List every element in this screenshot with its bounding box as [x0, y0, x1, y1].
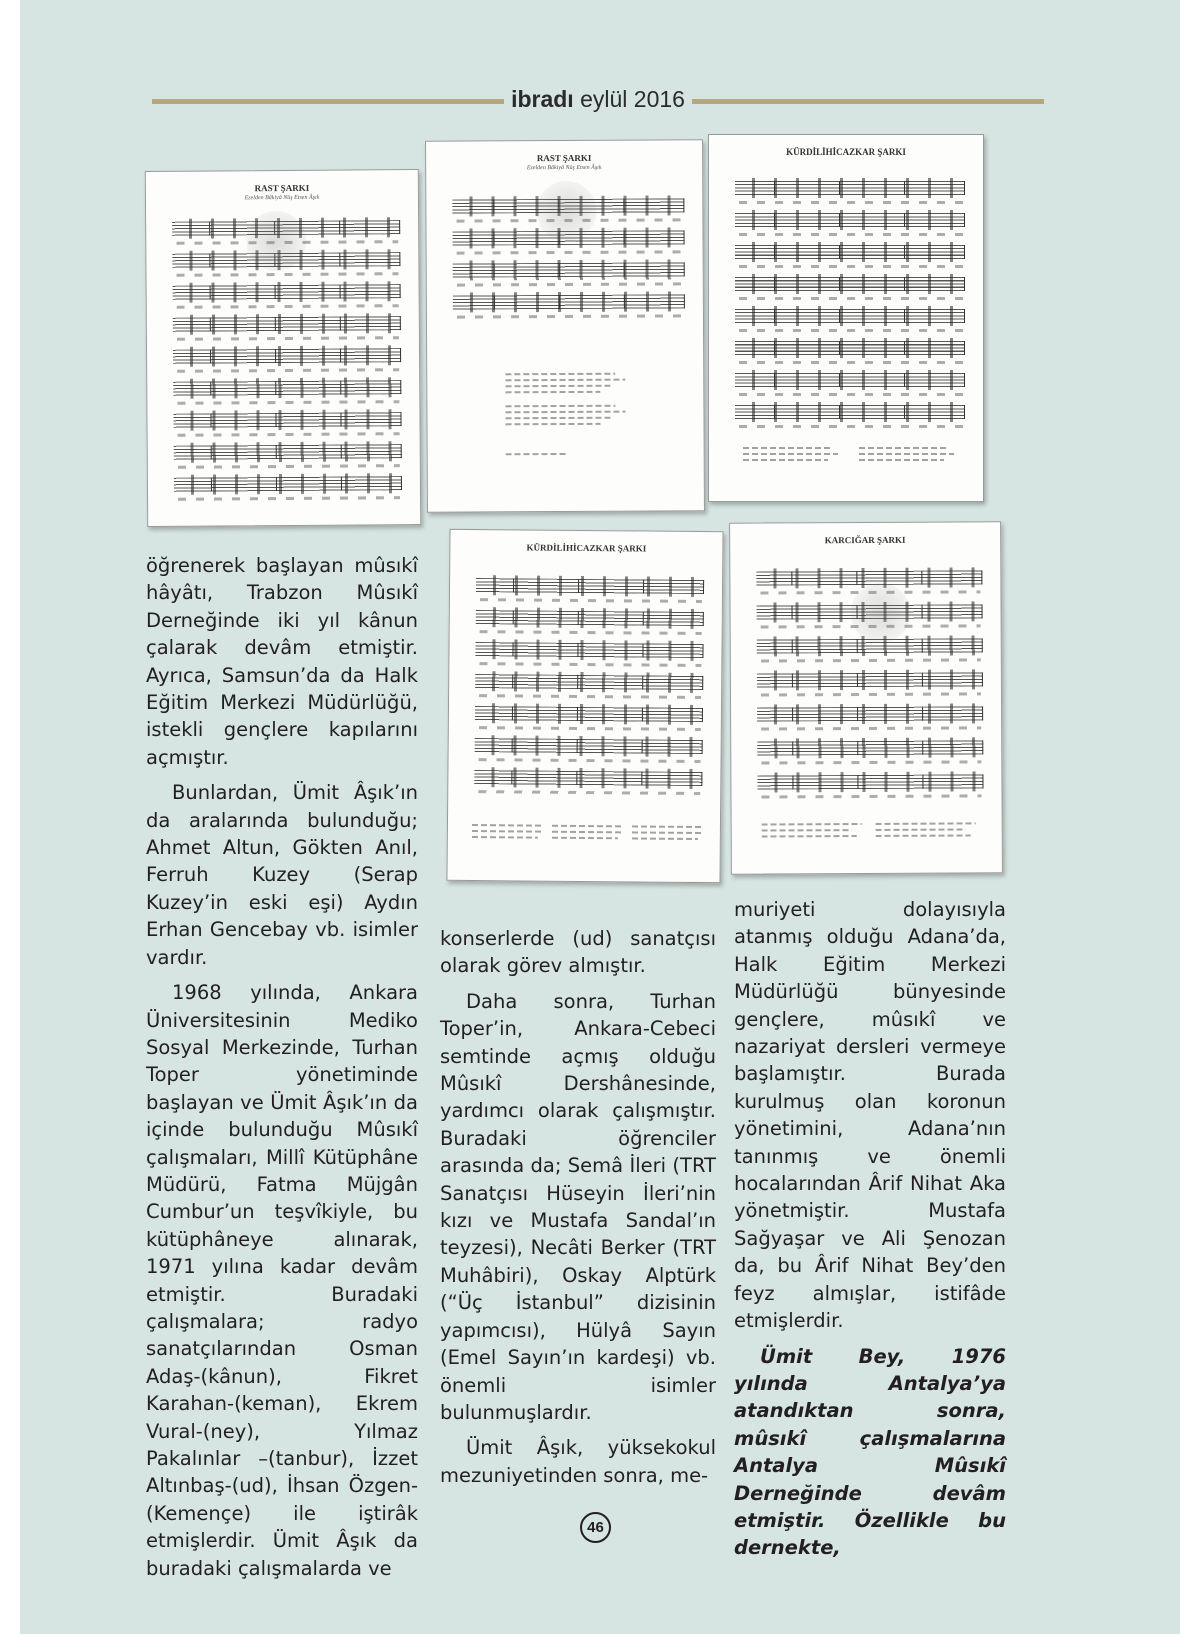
sheet-title: RAST ŞARKI: [536, 152, 592, 164]
sheet-title: KÜRDİLİHİCAZKAR ŞARKI: [786, 147, 906, 157]
sheet-music-1: [145, 169, 421, 527]
issue-date: eylül 2016: [580, 86, 685, 112]
sheet-music-5: [729, 521, 1003, 874]
paragraph: Ümit Âşık, yüksekokul mezuniyetinden sonra, me-: [440, 1436, 716, 1487]
sheet-music-2: [425, 139, 705, 512]
page-number: 46: [580, 1512, 611, 1543]
highlight-paragraph: Ümit Bey, 1976 yılında Antalya’ya atandıktan sonra, mûsıkî çalışmalarına Antalya Mûsıkî Derneğinde devâm etmiştir. Özellikle bu dernekte,: [734, 1344, 1006, 1560]
sheet-subtitle: Ezelden Bâkiyâ Nûş Etsen Âşık: [244, 194, 320, 202]
header-rule-right: [692, 99, 1044, 104]
paragraph: Daha sonra, Turhan Toper’in, Ankara-Cebeci semtinde açmış olduğu Mûsıkî Dershânesinde, yardımcı olarak çalışmıştır. Buradaki öğrenciler arasında da; Semâ İleri (TRT Sanatçısı Hüseyin İleri’nin kızı ve Mustafa Sandal’ın teyzesi), Necâti Berker (TRT Muhâbiri), Oskay Alptürk (“Üç İstanbul” dizisinin yapımcısı), Hülyâ Sayın (Emel Sayın’ın kardeşi) vb. önemli isimler bulunmuşlardır.: [440, 989, 716, 1424]
paragraph: muriyeti dolayısıyla atanmış olduğu Adana’da, Halk Eğitim Merkezi Müdürlüğü bünyesinde gençlere, mûsıkî ve nazariyat dersleri vermeye başlamıştır. Burada kurulmuş olan koronun yönetimini, Adana’nın tanınmış ve önemli hocalarından Ârif Nihat Aka yönetmiştir. Mustafa Sağyaşar ve Ali Şenozan da, bu Ârif Nihat Bey’den feyz almışlar, istifâde etmişlerdir.: [734, 898, 1006, 1333]
column-left: [146, 552, 418, 1582]
paragraph: konserlerde (ud) sanatçısı olarak görev almıştır.: [440, 927, 716, 978]
column-middle: [440, 925, 716, 1489]
masthead: [504, 84, 692, 114]
paragraph: Bunlardan, Ümit Âşık’ın da aralarında bulunduğu; Ahmet Altun, Gökten Anıl, Ferruh Kuzey (Serap Kuzey’in eski eşi) Aydın Erhan Gencebay vb. isimler vardır.: [146, 781, 418, 969]
magazine-brand: ibradı: [511, 86, 574, 112]
sheet-music-4: [446, 529, 723, 883]
paragraph: öğrenerek başlayan mûsıkî hâyâtı, Trabzon Mûsıkî Derneğinde iki yıl kânun çalarak devâm etmiştir. Ayrıca, Samsun’da da Halk Eğitim Merkezi Müdürlüğü, istekli gençlere kapılarını açmıştır.: [146, 554, 418, 769]
sheet-title: RAST ŞARKI: [254, 182, 310, 194]
sheet-title: KÜRDİLİHİCAZKAR ŞARKI: [526, 542, 647, 554]
paragraph: 1968 yılında, Ankara Üniversitesinin Mediko Sosyal Merkezinde, Turhan Toper yönetiminde başlayan ve Ümit Âşık’ın da içinde bulunduğu Mûsıkî çalışmaları, Millî Kütüphâne Müdürü, Fatma Müjgân Cumbur’un teşvîkiyle, bu kütüphâneye alınarak, 1971 yılına kadar devâm etmiştir. Buradaki çalışmalara; radyo sanatçılarından Osman Adaş-(kânun), Fikret Karahan-(keman), Ekrem Vural-(ney), Yılmaz Pakalınlar –(tanbur), İzzet Altınbaş-(ud), İhsan Özgen- (Kemençe) ile iştirâk etmişlerdir. Ümit Âşık da buradaki çalışmalarda ve: [146, 981, 418, 1580]
sheet-subtitle: Ezelden Bâkiyâ Nûş Etsen Âşık: [526, 164, 602, 172]
header-rule-left: [152, 99, 504, 104]
sheet-music-3: [708, 134, 984, 502]
column-right: [734, 896, 1006, 1562]
sheet-title: KARCIĞAR ŞARKI: [824, 534, 906, 546]
magazine-page: [20, 0, 1180, 1634]
